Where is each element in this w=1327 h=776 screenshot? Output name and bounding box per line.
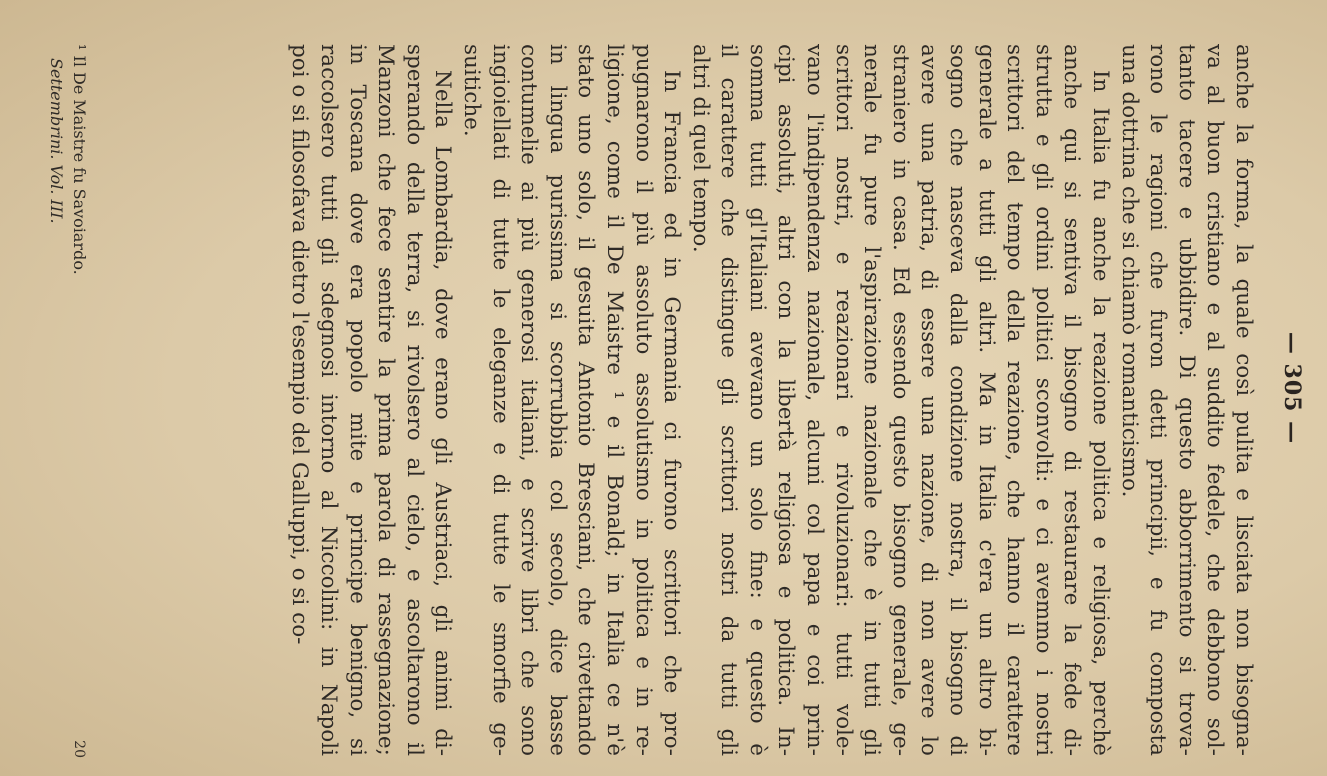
text-line: In Francia ed in Germania ci furono scrittori che pro- bbox=[659, 70, 685, 756]
text-line: altri di quel tempo. bbox=[687, 44, 713, 253]
paragraph bbox=[685, 44, 1114, 756]
text-line: poi o si filosofava dietro l'esempio del Galluppi, o si co- bbox=[287, 44, 313, 645]
text-line: il carattere che distingue gli scrittori nostri da tutti gli bbox=[716, 44, 742, 756]
text-line: straniero in casa. Ed essendo questo bisogno generale, ge- bbox=[887, 44, 913, 756]
text-line: somma tutti gl'Italiani avevano un solo fine: e questo è bbox=[744, 44, 770, 756]
footnotes bbox=[45, 44, 91, 756]
text-line: rono le ragioni che furon detti principii, e fu composta bbox=[1145, 44, 1171, 756]
signature-mark: 20 bbox=[71, 740, 87, 758]
text-line: va al buon cristiano e al suddito fedele, che debbono sol- bbox=[1202, 44, 1228, 756]
text-line: nerale fu pure l'aspirazione nazionale che è in tutti gli bbox=[859, 44, 885, 756]
text-line: In Italia fu anche la reazione politica e religiosa, perchè bbox=[1088, 70, 1114, 756]
text-line: stato uno solo, il gesuita Antonio Bresciani, che civettando bbox=[573, 44, 599, 756]
text-line: scrittori nostri, e reazionari e rivoluzionari: tutti vole- bbox=[830, 44, 856, 756]
text-line: suitiche. bbox=[458, 44, 484, 137]
text-line: ligione, come il De Maistre ¹ e il Bonald; in Italia ce n'è bbox=[601, 44, 627, 756]
running-footer: Settembrini. Vol. III. bbox=[47, 58, 66, 224]
paragraph bbox=[456, 44, 685, 756]
text-line: contumelie ai più generosi italiani, e scrive libri che sono bbox=[516, 44, 542, 756]
page-number: — 305 — bbox=[1279, 331, 1305, 445]
text-line: anche qui si sentiva il bisogno di restaurare la fede di- bbox=[1059, 44, 1085, 756]
text-line: scrittori del tempo della reazione, che hanno il carattere bbox=[1002, 44, 1028, 756]
page-body bbox=[285, 44, 1257, 756]
text-line: in lingua purissima si scorrubbia col secolo, dice basse bbox=[544, 44, 570, 756]
text-line: sogno che nasceva dalla condizione nostra, il bisogno di bbox=[945, 44, 971, 756]
text-line: raccolsero tutti gli sdegnosi intorno al Niccolini: in Napoli bbox=[316, 44, 341, 756]
text-line: pugnarono il più assoluto assolutismo in politica e in re- bbox=[630, 44, 656, 756]
text-line: Manzoni che fece sentire la prima parola di rassegnazione; bbox=[373, 44, 399, 756]
text-line: anche la forma, la quale così pulita e lisciata non bisogna- bbox=[1231, 44, 1256, 756]
text-line: avere una patria, di essere una nazione, di non avere lo bbox=[916, 44, 942, 756]
paragraph bbox=[285, 44, 457, 756]
footnote-text: ¹ Il De Maistre fu Savoiardo. bbox=[70, 44, 89, 275]
text-line: una dottrina che si chiamò romanticismo. bbox=[1116, 44, 1142, 498]
text-line: generale a tutti gli altri. Ma in Italia c'era un altro bi- bbox=[973, 44, 999, 756]
paragraph bbox=[1114, 44, 1257, 756]
text-line: in Toscana dove era popolo mite e principe benigno, si bbox=[344, 44, 370, 756]
text-line: Nella Lombardia, dove erano gli Austriaci, gli animi di- bbox=[430, 70, 456, 756]
text-line: strutta e gli ordini politici sconvolti: e ci avemmo i nostri bbox=[1030, 44, 1056, 756]
text-line: cipi assoluti, altri con la libertà religiosa e politica. In- bbox=[773, 44, 799, 756]
text-line: tanto tacere e ubbidire. Di questo abborrimento si trova- bbox=[1173, 44, 1199, 756]
text-line: sperando della terra, si rivolsero al cielo, e ascoltarono il bbox=[401, 44, 427, 756]
text-line: ingioiellati di tutte le eleganze e di tutte le smorfie ge- bbox=[487, 44, 513, 756]
text-line: vano l'indipendenza nazionale, alcuni col papa e coi prin- bbox=[802, 44, 828, 756]
